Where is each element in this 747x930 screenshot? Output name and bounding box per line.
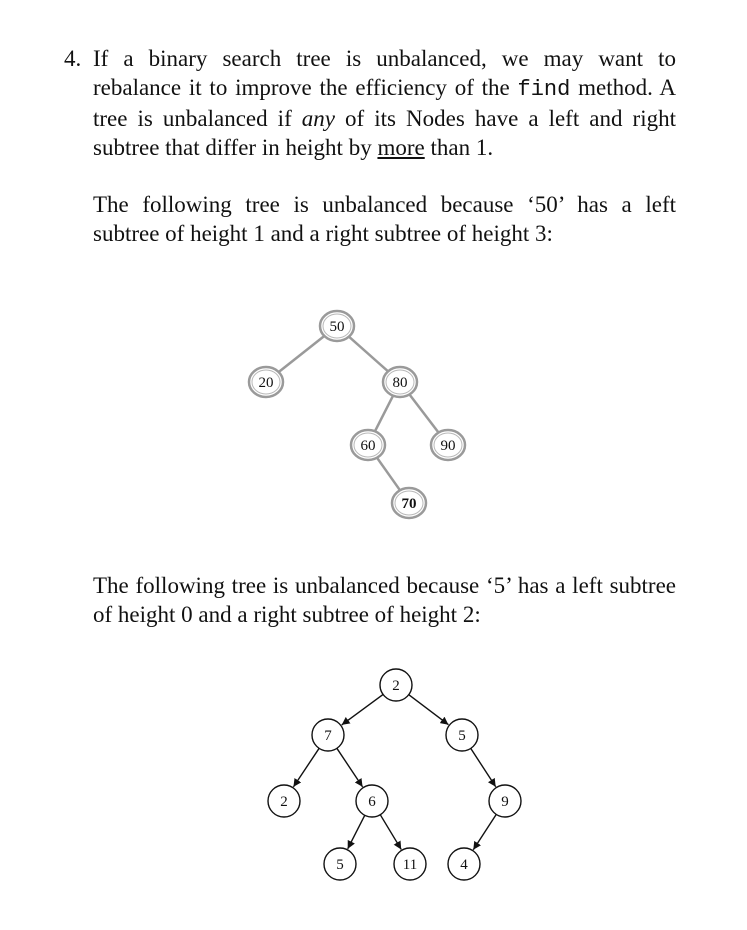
tree2-node-11 bbox=[394, 848, 426, 880]
tree2-node-2 bbox=[380, 669, 412, 701]
tree2-node-7 bbox=[312, 719, 344, 751]
tree2-node-label: 5 bbox=[458, 728, 466, 744]
tree2-node-9 bbox=[489, 785, 521, 817]
tree1-caption: The following tree is unbalanced because ‘50’ has a left subtree of height 1 and a right subtree of height 3: bbox=[93, 192, 676, 246]
tree2-caption: The following tree is unbalanced because ‘5’ has a left subtree of height 0 and a right subtree of height 2: bbox=[93, 573, 676, 627]
find-method-code: find bbox=[517, 77, 571, 102]
tree2-edge-a6-b5 bbox=[348, 815, 365, 849]
tree2-node-2 bbox=[268, 785, 300, 817]
tree2-edge-a2-a7 bbox=[342, 694, 383, 724]
tree2-node-label: 2 bbox=[392, 678, 400, 694]
emphasis-any: any bbox=[301, 106, 335, 131]
tree2-edge-a6-a11 bbox=[380, 815, 401, 850]
tree1-node-label: 50 bbox=[329, 319, 345, 335]
intro-text-3: of its Nodes have a left and right subtree that differ in height by bbox=[93, 106, 676, 160]
tree1-node-label: 90 bbox=[440, 438, 456, 454]
tree2-node-label: 5 bbox=[336, 857, 344, 873]
tree2-edge-a7-a6 bbox=[337, 748, 363, 787]
intro-text-2: method. A tree is unbalanced if bbox=[93, 75, 676, 131]
tree2-node-4 bbox=[448, 848, 480, 880]
tree1-node-label: 20 bbox=[258, 375, 274, 391]
tree2-node-label: 4 bbox=[460, 857, 468, 873]
tree1-node-label: 80 bbox=[392, 375, 408, 391]
tree2-node-label: 2 bbox=[280, 794, 288, 810]
tree1-node-label: 60 bbox=[360, 438, 376, 454]
underlined-more: more bbox=[377, 135, 425, 160]
question-number: 4. bbox=[64, 46, 82, 71]
tree2-node-label: 7 bbox=[324, 728, 332, 744]
tree1-node-label: 70 bbox=[401, 496, 417, 512]
tree2-node-6 bbox=[356, 785, 388, 817]
tree2-edge-a9-a4 bbox=[473, 814, 496, 849]
tree2-node-5 bbox=[324, 848, 356, 880]
tree2-edge-a2-a5 bbox=[409, 695, 449, 725]
tree2-node-label: 9 bbox=[501, 794, 509, 810]
intro-text-1: If a binary search tree is unbalanced, we may want to rebalance it to improve the efficiency of the bbox=[93, 46, 676, 100]
tree2-edge-a5-a9 bbox=[471, 748, 496, 786]
tree2-edge-a7-b2 bbox=[293, 748, 319, 787]
tree2-node-label: 6 bbox=[368, 794, 376, 810]
intro-text-4: than 1. bbox=[424, 135, 494, 160]
tree2-node-5 bbox=[446, 719, 478, 751]
tree2-node-label: 11 bbox=[402, 857, 418, 873]
